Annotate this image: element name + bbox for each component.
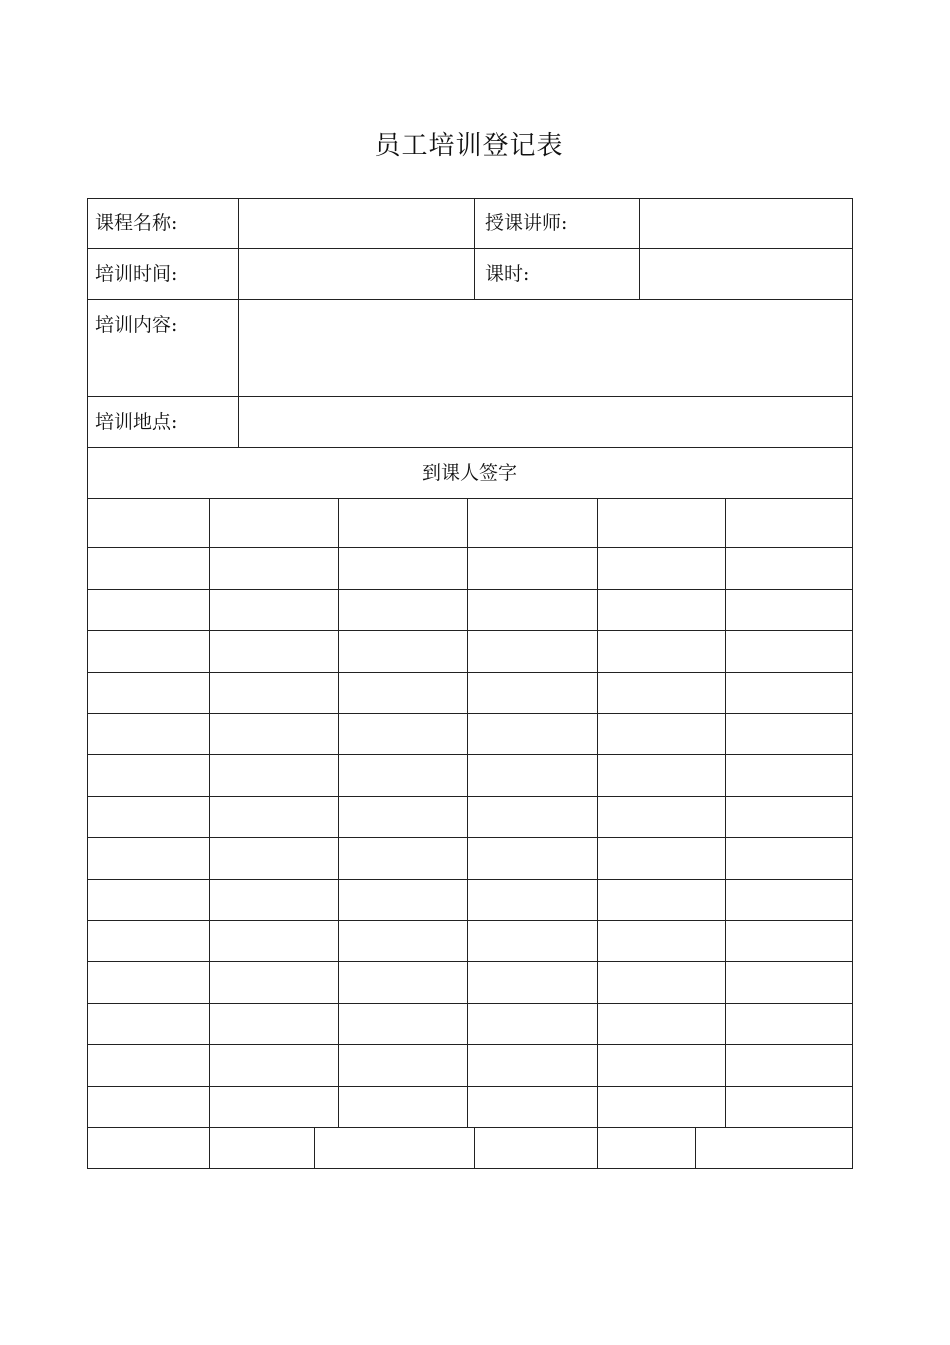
signature-header: 到课人签字 xyxy=(421,462,517,484)
signature-cell[interactable] xyxy=(88,590,209,630)
training-content-field[interactable] xyxy=(240,301,851,395)
signature-cell[interactable] xyxy=(88,755,209,796)
signature-cell[interactable] xyxy=(88,673,209,713)
signature-cell[interactable] xyxy=(598,838,725,879)
signature-cell[interactable] xyxy=(210,590,338,630)
signature-cell[interactable] xyxy=(468,838,597,879)
signature-cell[interactable] xyxy=(598,548,725,589)
signature-cell[interactable] xyxy=(88,1087,209,1127)
table-border xyxy=(87,1168,853,1169)
signature-cell[interactable] xyxy=(598,921,725,961)
signature-cell[interactable] xyxy=(598,797,725,837)
table-border xyxy=(87,198,853,199)
signature-cell[interactable] xyxy=(210,838,338,879)
signature-cell[interactable] xyxy=(339,631,467,672)
signature-cell[interactable] xyxy=(210,880,338,920)
signature-cell[interactable] xyxy=(88,714,209,754)
course-name-field[interactable] xyxy=(240,200,473,247)
signature-cell[interactable] xyxy=(598,1004,725,1044)
signature-cell[interactable] xyxy=(598,590,725,630)
signature-cell[interactable] xyxy=(726,548,852,589)
training-time-label: 培训时间: xyxy=(95,263,178,285)
signature-cell[interactable] xyxy=(726,880,852,920)
signature-cell[interactable] xyxy=(88,838,209,879)
signature-cell[interactable] xyxy=(339,755,467,796)
signature-cell[interactable] xyxy=(726,499,852,547)
footer-cell[interactable] xyxy=(210,1128,314,1168)
signature-cell[interactable] xyxy=(210,797,338,837)
signature-cell[interactable] xyxy=(88,880,209,920)
signature-cell[interactable] xyxy=(468,1004,597,1044)
signature-cell[interactable] xyxy=(726,714,852,754)
table-border xyxy=(474,198,475,299)
signature-cell[interactable] xyxy=(468,962,597,1003)
signature-cell[interactable] xyxy=(468,631,597,672)
signature-cell[interactable] xyxy=(598,880,725,920)
footer-cell[interactable] xyxy=(696,1128,852,1168)
table-border xyxy=(639,198,640,299)
signature-cell[interactable] xyxy=(468,1045,597,1086)
signature-cell[interactable] xyxy=(210,499,338,547)
signature-cell[interactable] xyxy=(468,499,597,547)
signature-cell[interactable] xyxy=(210,1045,338,1086)
training-location-label: 培训地点: xyxy=(95,411,178,433)
form-title: 员工培训登记表 xyxy=(374,131,564,161)
signature-cell[interactable] xyxy=(210,755,338,796)
instructor-label: 授课讲师: xyxy=(485,212,568,234)
signature-cell[interactable] xyxy=(598,1087,725,1127)
course-name-label: 课程名称: xyxy=(95,212,178,234)
signature-cell[interactable] xyxy=(210,714,338,754)
signature-cell[interactable] xyxy=(726,1045,852,1086)
class-hours-label: 课时: xyxy=(485,263,530,285)
signature-cell[interactable] xyxy=(210,548,338,589)
signature-cell[interactable] xyxy=(468,590,597,630)
footer-cell[interactable] xyxy=(598,1128,695,1168)
signature-cell[interactable] xyxy=(210,962,338,1003)
signature-cell[interactable] xyxy=(339,921,467,961)
signature-cell[interactable] xyxy=(339,673,467,713)
signature-cell[interactable] xyxy=(88,1045,209,1086)
signature-cell[interactable] xyxy=(468,714,597,754)
signature-cell[interactable] xyxy=(339,714,467,754)
table-border xyxy=(87,396,853,397)
table-border xyxy=(87,299,853,300)
signature-cell[interactable] xyxy=(726,673,852,713)
signature-cell[interactable] xyxy=(88,548,209,589)
table-border xyxy=(852,198,853,1169)
signature-cell[interactable] xyxy=(726,838,852,879)
signature-cell[interactable] xyxy=(468,921,597,961)
signature-cell[interactable] xyxy=(210,673,338,713)
signature-cell[interactable] xyxy=(468,548,597,589)
training-time-field[interactable] xyxy=(240,250,473,298)
signature-cell[interactable] xyxy=(598,673,725,713)
signature-cell[interactable] xyxy=(726,1004,852,1044)
signature-cell[interactable] xyxy=(88,1004,209,1044)
footer-cell[interactable] xyxy=(475,1128,597,1168)
signature-cell[interactable] xyxy=(598,499,725,547)
signature-cell[interactable] xyxy=(88,631,209,672)
signature-cell[interactable] xyxy=(210,921,338,961)
signature-cell[interactable] xyxy=(339,838,467,879)
signature-cell[interactable] xyxy=(468,1087,597,1127)
signature-cell[interactable] xyxy=(726,921,852,961)
instructor-field[interactable] xyxy=(641,200,851,247)
training-content-label: 培训内容: xyxy=(95,314,178,336)
signature-cell[interactable] xyxy=(598,1045,725,1086)
class-hours-field[interactable] xyxy=(641,250,851,298)
signature-cell[interactable] xyxy=(726,631,852,672)
footer-cell[interactable] xyxy=(88,1128,209,1168)
signature-cell[interactable] xyxy=(88,921,209,961)
signature-cell[interactable] xyxy=(339,1004,467,1044)
signature-cell[interactable] xyxy=(339,548,467,589)
table-border xyxy=(238,198,239,447)
signature-cell[interactable] xyxy=(339,590,467,630)
signature-cell[interactable] xyxy=(88,499,209,547)
signature-cell[interactable] xyxy=(88,797,209,837)
signature-cell[interactable] xyxy=(726,1087,852,1127)
training-location-field[interactable] xyxy=(240,398,851,446)
table-border xyxy=(87,248,853,249)
signature-cell[interactable] xyxy=(339,1087,467,1127)
signature-cell[interactable] xyxy=(339,797,467,837)
signature-cell[interactable] xyxy=(726,590,852,630)
signature-cell[interactable] xyxy=(339,499,467,547)
signature-cell[interactable] xyxy=(339,880,467,920)
signature-cell[interactable] xyxy=(726,962,852,1003)
signature-cell[interactable] xyxy=(339,962,467,1003)
signature-cell[interactable] xyxy=(210,1004,338,1044)
footer-cell[interactable] xyxy=(315,1128,474,1168)
signature-cell[interactable] xyxy=(210,1087,338,1127)
signature-cell[interactable] xyxy=(598,962,725,1003)
signature-cell[interactable] xyxy=(210,631,338,672)
signature-cell[interactable] xyxy=(468,673,597,713)
table-border xyxy=(87,447,853,448)
signature-cell[interactable] xyxy=(339,1045,467,1086)
signature-cell[interactable] xyxy=(726,797,852,837)
signature-cell[interactable] xyxy=(598,631,725,672)
signature-cell[interactable] xyxy=(88,962,209,1003)
signature-cell[interactable] xyxy=(598,755,725,796)
signature-cell[interactable] xyxy=(598,714,725,754)
signature-cell[interactable] xyxy=(468,880,597,920)
signature-cell[interactable] xyxy=(468,755,597,796)
signature-cell[interactable] xyxy=(726,755,852,796)
signature-cell[interactable] xyxy=(468,797,597,837)
